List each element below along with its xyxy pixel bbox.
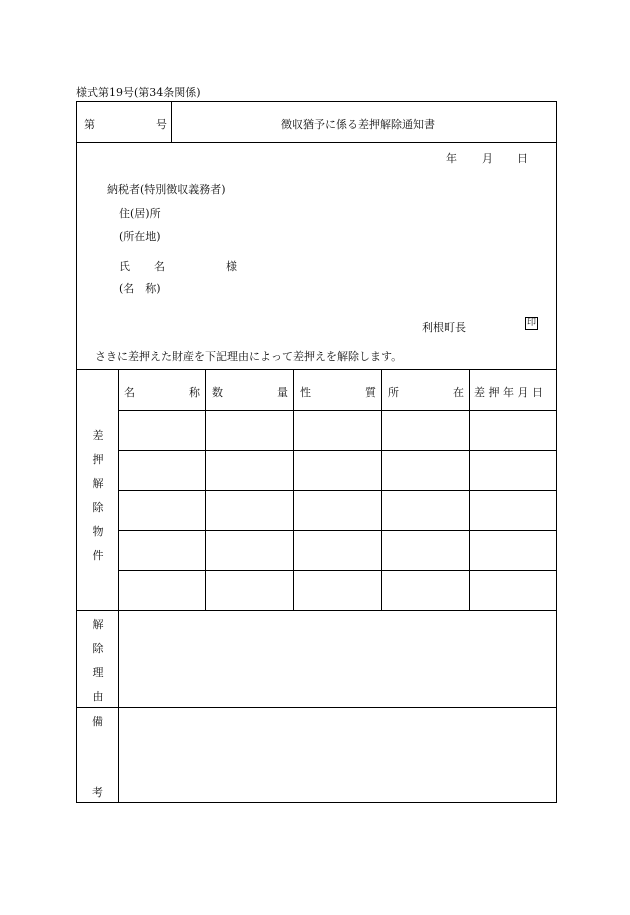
date-year: 年 xyxy=(446,152,457,165)
col-qty-b: 量 xyxy=(277,386,288,399)
header-divider xyxy=(76,142,557,143)
section-char: 物 xyxy=(92,525,104,538)
property-section-label xyxy=(91,427,105,571)
recipient-name-mei: 名 xyxy=(154,260,165,273)
recipient-address: 住(居)所 xyxy=(119,207,161,220)
document-title: 徴収猶予に係る差押解除通知書 xyxy=(281,118,435,131)
col-loc-a: 所 xyxy=(388,386,399,399)
section-char: 除 xyxy=(92,501,104,514)
number-dai: 第 xyxy=(84,118,95,131)
date-month: 月 xyxy=(482,152,493,165)
section-char: 件 xyxy=(92,549,104,562)
col-nature-b: 質 xyxy=(365,386,376,399)
col-name-a: 名 xyxy=(124,386,135,399)
row-line xyxy=(118,450,557,451)
reason-bottom-line xyxy=(76,707,557,708)
col-name-b: 称 xyxy=(189,386,200,399)
col-seizure-date: 差 押 年 月 日 xyxy=(474,386,543,399)
reason-char: 理 xyxy=(92,666,104,679)
issuer-title: 利根町長 xyxy=(422,321,466,334)
section-char: 差 xyxy=(92,429,104,442)
table-top-line xyxy=(76,369,557,370)
section-char: 解 xyxy=(92,477,104,490)
row-line xyxy=(118,530,557,531)
date-day: 日 xyxy=(517,152,528,165)
remarks-label-top: 備 xyxy=(92,715,103,728)
header-split xyxy=(171,101,172,142)
col-nature-a: 性 xyxy=(300,386,311,399)
form-number: 様式第19号(第34条関係) xyxy=(76,86,201,99)
recipient-name-alt: (名 称) xyxy=(119,282,161,295)
remarks-label-bottom: 考 xyxy=(92,786,103,799)
label-column-divider xyxy=(118,369,119,803)
col-loc-b: 在 xyxy=(453,386,464,399)
reason-char: 由 xyxy=(92,690,104,703)
reason-char: 解 xyxy=(92,618,104,631)
col-qty-a: 数 xyxy=(212,386,223,399)
number-go: 号 xyxy=(156,118,167,131)
recipient-label: 納税者(特別徴収義務者) xyxy=(107,183,226,196)
recipient-address-alt: (所在地) xyxy=(119,230,161,243)
statement-text: さきに差押えた財産を下記理由によって差押えを解除します。 xyxy=(95,350,403,363)
recipient-name-shi: 氏 xyxy=(119,260,130,273)
table-bottom-line xyxy=(76,610,557,611)
row-line xyxy=(118,490,557,491)
section-char: 押 xyxy=(92,453,104,466)
header-row-line xyxy=(118,410,557,411)
row-line xyxy=(118,570,557,571)
reason-char: 除 xyxy=(92,642,104,655)
reason-label xyxy=(91,616,105,712)
recipient-sama: 様 xyxy=(226,260,237,273)
seal-mark: 印 xyxy=(526,318,536,328)
